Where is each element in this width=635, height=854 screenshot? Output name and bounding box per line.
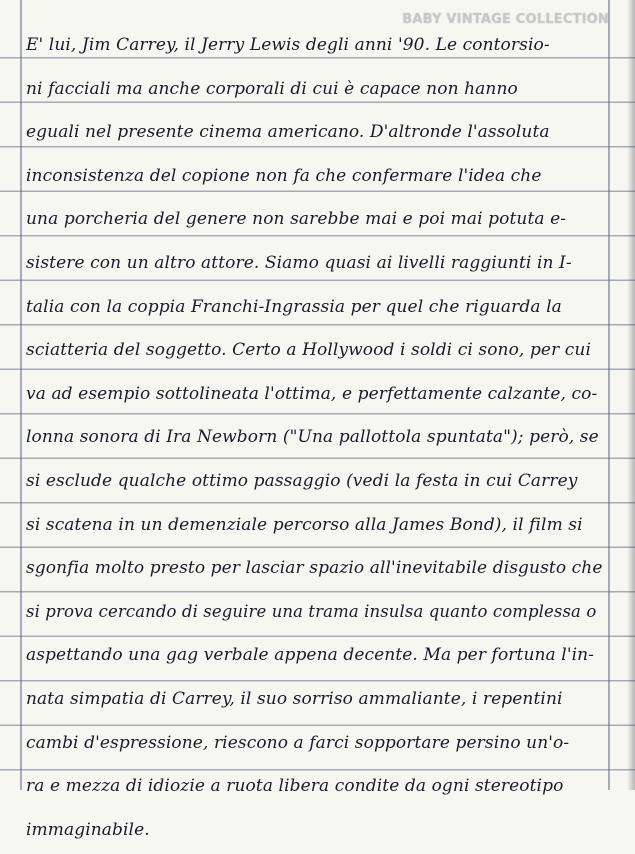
text-line: inconsistenza del copione non fa che confermare l'idea che (26, 165, 542, 186)
text-line: E' lui, Jim Carrey, il Jerry Lewis degli anni '90. Le contorsio- (26, 35, 550, 55)
text-line: si scatena in un demenziale percorso alla James Bond), il film si (26, 514, 583, 535)
text-line: nata simpatia di Carrey, il suo sorriso ammaliante, i repentini (26, 688, 563, 709)
handwritten-text-block (26, 26, 612, 854)
text-line: aspettando una gag verbale appena decente. Ma per fortuna l'in- (26, 645, 595, 666)
text-line: sistere con un altro attore. Siamo quasi ai livelli raggiunti in I- (26, 252, 572, 273)
text-line: una porcheria del genere non sarebbe mai e poi mai potuta e- (26, 209, 567, 230)
text-line: va ad esempio sottolineata l'ottima, e perfettamente calzante, co- (26, 383, 598, 404)
text-line: ra e mezza di idiozie a ruota libera condite da ogni stereotipo (26, 776, 564, 797)
text-line: talia con la coppia Franchi-Ingrassia per quel che riguarda la (26, 296, 562, 317)
text-line: sciatteria del soggetto. Certo a Hollywood i soldi ci sono, per cui (26, 340, 592, 361)
text-line: si prova cercando di seguire una trama insulsa quanto complessa o (26, 601, 597, 621)
text-line: lonna sonora di Ira Newborn ("Una pallottola spuntata"); però, se (26, 427, 599, 448)
text-line: eguali nel presente cinema americano. D'altronde l'assoluta (26, 122, 550, 143)
text-line: ni facciali ma anche corporali di cui è capace non hanno (26, 78, 518, 99)
text-line: cambi d'espressione, riescono a farci sopportare persino un'o- (26, 732, 570, 753)
watermark: BABY VINTAGE COLLECTION (402, 12, 609, 27)
text-line: sgonfia molto presto per lasciar spazio all'inevitabile disgusto che (26, 558, 603, 579)
text-line: immaginabile. (26, 819, 150, 840)
text-line: si esclude qualche ottimo passaggio (vedi la festa in cui Carrey (26, 470, 578, 491)
left-margin-line (20, 0, 22, 790)
page-edge-shadow (627, 0, 635, 790)
